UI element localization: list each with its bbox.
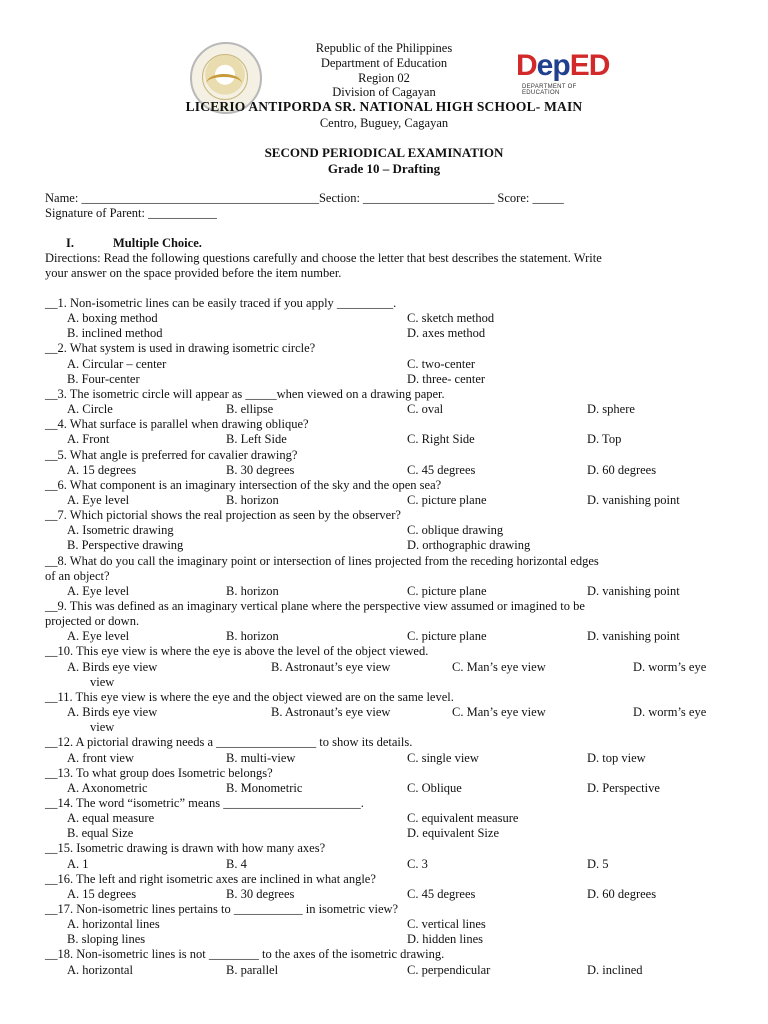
choice-item[interactable]: D. orthographic drawing	[407, 538, 531, 553]
choice-item[interactable]: B. Four-center	[67, 371, 140, 386]
choice-item[interactable]: C. two-center	[407, 356, 476, 371]
choice-item[interactable]: A. equal measure	[67, 811, 155, 826]
choice-item[interactable]: D. vanishing point	[587, 629, 680, 644]
question-17: __17. Non-isometric lines pertains to ___________ in isometric view?	[45, 902, 399, 916]
choice-item[interactable]: B. Perspective drawing	[67, 538, 184, 553]
choice-item[interactable]: B. multi-view	[226, 750, 296, 765]
choice-item[interactable]: D. 5	[587, 856, 609, 871]
header-division: Division of Cagayan	[332, 85, 436, 99]
choice-item[interactable]: C. picture plane	[407, 583, 487, 598]
choice-item[interactable]: A. 15 degrees	[67, 462, 137, 477]
question-9: __9. This was defined as an imaginary vertical plane where the perspective view assumed or imagined to be	[45, 599, 585, 613]
section-title: Multiple Choice.	[113, 236, 202, 250]
choice-item[interactable]: B. Astronaut’s eye view	[271, 705, 391, 720]
choice-item[interactable]: C. Man’s eye view	[452, 705, 546, 720]
header-republic: Republic of the Philippines	[315, 41, 453, 55]
choice-item[interactable]: C. 45 degrees	[407, 462, 476, 477]
exam-title: SECOND PERIODICAL EXAMINATION	[264, 145, 504, 160]
choice-item[interactable]: D. equivalent Size	[407, 826, 499, 841]
section-number: I.	[66, 236, 74, 250]
school-name: LICERIO ANTIPORDA SR. NATIONAL HIGH SCHOOL- MAIN	[185, 99, 583, 114]
choice-item[interactable]: B. horizon	[226, 583, 279, 598]
choice-item[interactable]: B. sloping lines	[67, 932, 146, 947]
choice-item[interactable]: A. Circular – center	[67, 356, 167, 371]
question-7: __7. Which pictorial shows the real projection as seen by the observer?	[45, 508, 401, 523]
header-department: Department of Education	[320, 56, 448, 70]
choice-item[interactable]: B. 30 degrees	[226, 462, 295, 477]
exam-subtitle: Grade 10 – Drafting	[327, 161, 441, 176]
choice-item[interactable]: D. top view	[587, 750, 646, 765]
choice-item[interactable]: D. axes method	[407, 326, 486, 341]
question-10: __10. This eye view is where the eye is above the level of the object viewed.	[45, 644, 429, 659]
choice-item[interactable]: B. Astronaut’s eye view	[271, 659, 391, 674]
choice-item-wrap: view	[90, 720, 115, 735]
question-16: __16. The left and right isometric axes are inclined in what angle?	[45, 871, 376, 886]
choice-item[interactable]: A. 15 degrees	[67, 886, 137, 901]
question-1: __1. Non-isometric lines can be easily traced if you apply _________.	[45, 296, 397, 310]
name-section-score-line[interactable]: Name: ______________________________________Section: _____________________ Score: _____	[45, 191, 564, 205]
choice-item[interactable]: A. horizontal lines	[67, 917, 160, 932]
choice-item[interactable]: B. Monometric	[226, 780, 303, 795]
choice-item[interactable]: A. Birds eye view	[67, 659, 158, 674]
choice-item[interactable]: A. Front	[67, 432, 110, 447]
choice-item[interactable]: D. worm’s eye	[633, 659, 707, 674]
choice-item[interactable]: B. ellipse	[226, 402, 274, 417]
choice-item[interactable]: A. Circle	[67, 402, 113, 417]
choice-item[interactable]: D. Perspective	[587, 780, 660, 795]
choice-item[interactable]: A. horizontal	[67, 962, 133, 977]
question-12: __12. A pictorial drawing needs a ________________ to show its details.	[45, 735, 413, 750]
question-6: __6. What component is an imaginary intersection of the sky and the open sea?	[45, 477, 442, 492]
choice-item[interactable]: B. Left Side	[226, 432, 287, 447]
choice-item[interactable]: D. vanishing point	[587, 492, 680, 507]
choice-item[interactable]: A. Eye level	[67, 583, 130, 598]
choice-item[interactable]: A. Birds eye view	[67, 705, 158, 720]
question-13: __13. To what group does Isometric belongs?	[45, 765, 273, 780]
choice-item[interactable]: C. 45 degrees	[407, 886, 476, 901]
question-11: __11. This eye view is where the eye and the object viewed are on the same level.	[45, 689, 454, 704]
choice-item[interactable]: D. sphere	[587, 402, 635, 417]
choice-item[interactable]: C. sketch method	[407, 311, 495, 326]
choice-item[interactable]: A. 1	[67, 856, 89, 871]
choice-item[interactable]: D. worm’s eye	[633, 705, 707, 720]
choice-item-wrap: view	[90, 674, 115, 689]
question-8-cont: of an object?	[45, 568, 110, 583]
choice-item[interactable]: C. vertical lines	[407, 917, 486, 932]
header-region: Region 02	[358, 71, 410, 85]
choice-item[interactable]: A. Eye level	[67, 629, 130, 644]
question-4: __4. What surface is parallel when drawing oblique?	[45, 417, 309, 432]
choice-item[interactable]: D. inclined	[587, 962, 643, 977]
question-3: __3. The isometric circle will appear as _____when viewed on a drawing paper.	[45, 386, 445, 401]
choice-item[interactable]: A. Isometric drawing	[67, 523, 174, 538]
directions-line-1: Directions: Read the following questions carefully and choose the letter that best describes the statement. Write	[45, 251, 602, 265]
question-8: __8. What do you call the imaginary point or intersection of lines projected from the receding horizontal edges	[45, 553, 599, 568]
choice-item[interactable]: B. 4	[226, 856, 247, 871]
choice-item[interactable]: D. vanishing point	[587, 583, 680, 598]
question-14: __14. The word “isometric” means ______________________.	[45, 795, 364, 810]
choice-item[interactable]: D. hidden lines	[407, 932, 484, 947]
choice-item[interactable]: B. horizon	[226, 492, 279, 507]
question-5: __5. What angle is preferred for cavalier drawing?	[45, 447, 298, 462]
choice-item[interactable]: C. 3	[407, 856, 428, 871]
choice-item[interactable]: D. Top	[587, 432, 622, 447]
choice-item[interactable]: C. picture plane	[407, 629, 487, 644]
parent-signature-line[interactable]: Signature of Parent: ___________	[45, 206, 217, 220]
choice-item[interactable]: B. parallel	[226, 962, 279, 977]
choice-item[interactable]: B. 30 degrees	[226, 886, 295, 901]
question-18: __18. Non-isometric lines is not ________ to the axes of the isometric drawing.	[45, 947, 445, 962]
choice-item[interactable]: C. oval	[407, 402, 444, 417]
choice-item[interactable]: C. single view	[407, 750, 479, 765]
choice-item[interactable]: C. Man’s eye view	[452, 659, 546, 674]
choice-item[interactable]: D. 60 degrees	[587, 462, 657, 477]
choice-item[interactable]: C. perpendicular	[407, 962, 491, 977]
choice-item[interactable]: A. front view	[67, 750, 134, 765]
choice-item[interactable]: B. horizon	[226, 629, 279, 644]
choice-item[interactable]: C. equivalent measure	[407, 811, 519, 826]
choice-item[interactable]: D. three- center	[407, 371, 486, 386]
choice-item[interactable]: A. boxing method	[67, 311, 158, 326]
choice-item[interactable]: B. equal Size	[67, 826, 134, 841]
question-9-cont: projected or down.	[45, 614, 140, 629]
choice-item[interactable]: C. oblique drawing	[407, 523, 504, 538]
choice-item[interactable]: A. Axonometric	[67, 780, 148, 795]
directions-line-2: your answer on the space provided before the item number.	[45, 266, 342, 280]
school-address: Centro, Buguey, Cagayan	[319, 116, 449, 130]
choice-item[interactable]: A. Eye level	[67, 492, 130, 507]
choice-item[interactable]: C. picture plane	[407, 492, 487, 507]
choice-item[interactable]: C. Oblique	[407, 780, 462, 795]
question-2: __2. What system is used in drawing isometric circle?	[45, 341, 316, 356]
choice-item[interactable]: B. inclined method	[67, 326, 163, 341]
choice-item[interactable]: D. 60 degrees	[587, 886, 657, 901]
deped-logo-icon: DepED DEPARTMENT OF EDUCATION	[516, 49, 610, 96]
choice-item[interactable]: C. Right Side	[407, 432, 475, 447]
question-15: __15. Isometric drawing is drawn with how many axes?	[45, 841, 326, 856]
